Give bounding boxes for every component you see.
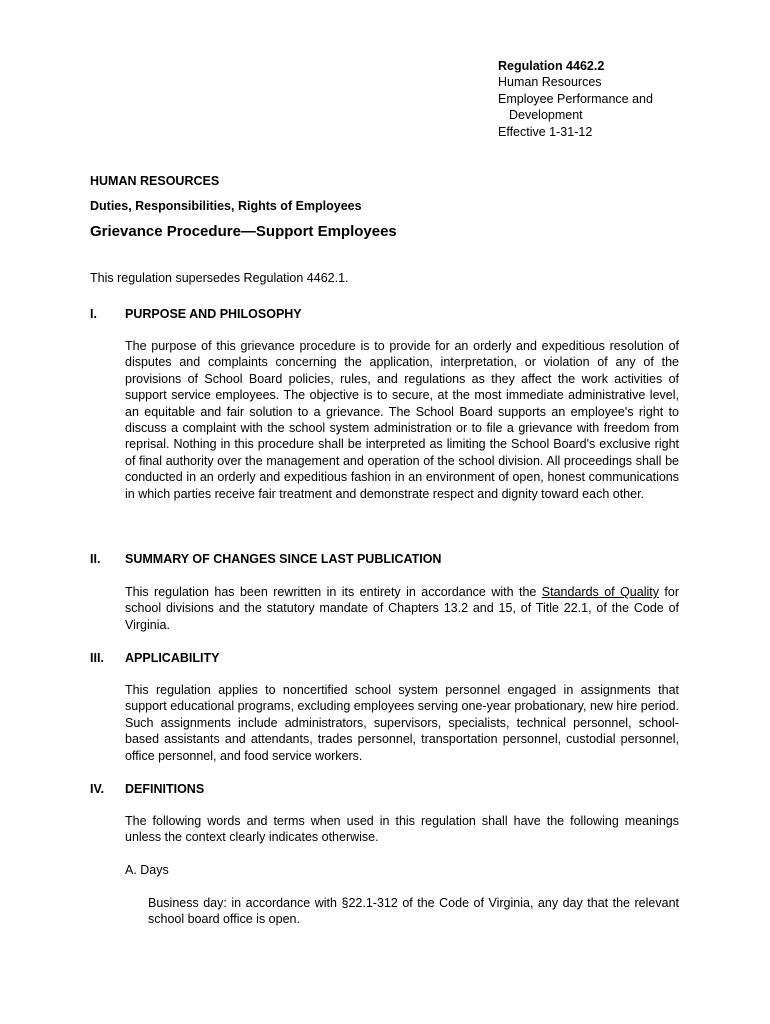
document-title: Grievance Procedure—Support Employees (90, 223, 397, 240)
section-1-body: The purpose of this grievance procedure is to provide for an orderly and expeditious resolution of disputes and complaints concerning the application, interpretation, or violation of any of the provisions of School Board policies, rules, and regulations as they affect the work activities of support service employees. The objective is to secure, at the most immediate administrative level, an equitable and fair solution to a grievance. The School Board supports an employee's right to discuss a complaint with the school system administration or to file a grievance with freedom from reprisal. Nothing in this procedure shall be interpreted as limiting the School Board's exclusive right of final authority over the management and operation of the school division. All proceedings shall be conducted in an orderly and expeditious fashion in an environment of open, honest communications in which parties receive fair treatment and demonstrate respect and dignity toward each other. (125, 339, 679, 501)
section-2-body (125, 584, 679, 633)
section-2-heading: SUMMARY OF CHANGES SINCE LAST PUBLICATION (125, 552, 442, 566)
regulation-number: Regulation 4462.2 (498, 59, 605, 73)
standards-of-quality-link: Standards of Quality (541, 585, 659, 599)
regulation-header (498, 58, 738, 140)
section-4-number: IV. (90, 782, 105, 796)
header-category: Human Resources (498, 75, 602, 90)
section-3-body: This regulation applies to noncertified school system personnel engaged in assignments that support educational programs, excluding employees serving one-year probationary, new hire period. Such assignments include administrators, supervisors, specialists, technical personnel, school-based assistants and attendants, trades personnel, transportation personnel, custodial personnel, office personnel, and food service workers. (125, 683, 679, 763)
definition-a-body: Business day: in accordance with §22.1-312 of the Code of Virginia, any day that the relevant school board office is open. (148, 896, 679, 927)
supersedes-note: This regulation supersedes Regulation 4462.1. (90, 271, 349, 285)
effective-date: Effective 1-31-12 (498, 124, 593, 139)
section-2-number: II. (90, 552, 101, 566)
section-3-number: III. (90, 651, 104, 665)
department-heading: HUMAN RESOURCES (90, 174, 220, 188)
section-4-body: The following words and terms when used in this regulation shall have the following meanings unless the context clearly indicates otherwise. (125, 814, 679, 845)
header-subcategory-cont: Development (509, 108, 583, 123)
section-1-number: I. (90, 307, 97, 321)
subdepartment-heading: Duties, Responsibilities, Rights of Employees (90, 199, 362, 213)
definition-a-label: A. Days (125, 863, 169, 877)
section-1-heading: PURPOSE AND PHILOSOPHY (125, 307, 302, 321)
section-2-body-pre: This regulation has been rewritten in its entirety in accordance with the (125, 585, 542, 599)
section-4-heading: DEFINITIONS (125, 782, 205, 796)
header-subcategory: Employee Performance and (498, 91, 653, 106)
section-2-body-post: for school divisions and the statutory mandate of Chapters 13.2 and 15, of Title 22.1, of the Code of Virginia. (125, 585, 680, 632)
section-3-heading: APPLICABILITY (125, 651, 220, 665)
